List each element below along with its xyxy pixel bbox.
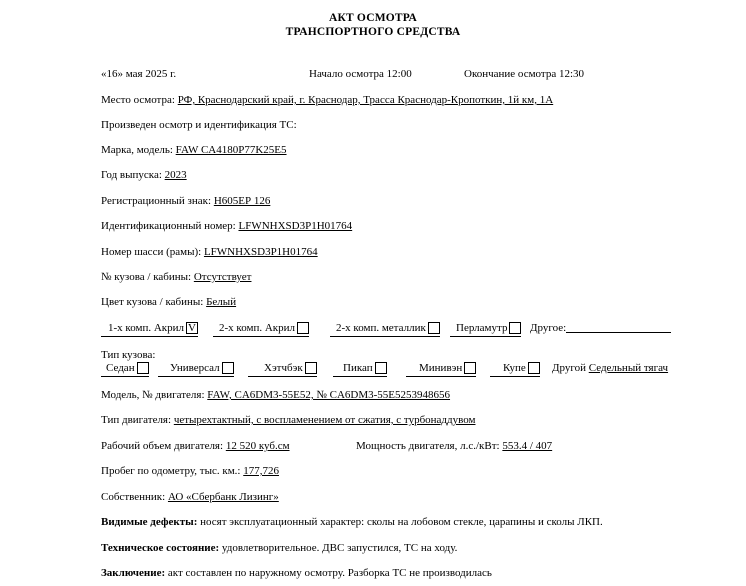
body-type-minivan[interactable]	[406, 361, 476, 377]
engine-volume-label: Рабочий объем двигателя:	[101, 440, 224, 452]
engine-volume-row	[101, 439, 290, 453]
body-type-hatchback[interactable]	[248, 361, 317, 377]
year-row	[101, 168, 187, 182]
engine-type-row	[101, 413, 476, 427]
engine-power-label: Мощность двигателя, л.с./кВт:	[356, 440, 500, 452]
body-type-option-label: Купе	[503, 362, 526, 374]
checkbox[interactable]	[222, 362, 234, 374]
body-type-option-label: Минивэн	[419, 362, 463, 374]
make-row	[101, 143, 287, 157]
paint-option-label: 2-х комп. металлик	[336, 322, 426, 334]
vin-value: LFWNHXSD3P1H01764	[238, 220, 353, 232]
vin-row	[101, 219, 352, 233]
engine-model-value: FAW, CA6DM3-55E52, № CA6DM3-55E5253948656	[207, 389, 451, 401]
color-label: Цвет кузова / кабины:	[101, 296, 204, 308]
checkbox[interactable]	[428, 322, 440, 334]
paint-other-label: Другое:	[530, 322, 567, 334]
paint-other-field[interactable]	[566, 321, 671, 333]
conclusion-label: Заключение:	[101, 567, 166, 579]
owner-label: Собственник:	[101, 491, 166, 503]
paint-option-label: 2-х комп. Акрил	[219, 322, 296, 334]
year-label: Год выпуска:	[101, 169, 162, 181]
year-value: 2023	[164, 169, 187, 181]
doc-title-line2: ТРАНСПОРТНОГО СРЕДСТВА	[285, 26, 461, 38]
body-type-option-label: Седан	[106, 362, 135, 374]
make-value: FAW CA4180P77K25E5	[175, 144, 287, 156]
condition-label: Техническое состояние:	[101, 542, 220, 554]
paint-option-2k-metallic[interactable]	[330, 321, 440, 337]
paint-option-label: 1-х комп. Акрил	[108, 322, 185, 334]
paint-other	[530, 321, 671, 335]
owner-value: АО «Сбербанк Лизинг»	[167, 491, 279, 503]
defects-row	[101, 515, 603, 529]
body-type-wagon[interactable]	[158, 361, 234, 377]
body-type-option-label: Хэтчбэк	[264, 362, 303, 374]
owner-row	[101, 490, 279, 504]
defects-label: Видимые дефекты:	[101, 516, 198, 528]
body-type-coupe[interactable]	[490, 361, 540, 377]
engine-type-label: Тип двигателя:	[101, 414, 172, 426]
inspection-date: «16» мая 2025 г.	[101, 68, 177, 80]
engine-volume-value: 12 520 куб.см	[225, 440, 290, 452]
inspection-end: Окончание осмотра 12:30	[464, 68, 585, 80]
plate-row	[101, 194, 270, 208]
condition-row	[101, 541, 457, 555]
color-value: Белый	[206, 296, 237, 308]
conclusion-row	[101, 566, 492, 580]
body-type-label: Тип кузова:	[101, 349, 156, 361]
body-type-option-label: Пикап	[343, 362, 373, 374]
place-row	[101, 93, 553, 107]
engine-model-label: Модель, № двигателя:	[101, 389, 205, 401]
body-type-option-label: Универсал	[170, 362, 220, 374]
body-type-other	[552, 361, 668, 375]
body-number-row	[101, 270, 251, 284]
mileage-row	[101, 464, 279, 478]
engine-type-value: четырехтактный, с воспламенением от сжатия, с турбонаддувом	[173, 414, 476, 426]
place-value: РФ, Краснодарский край, г. Краснодар, Трасса Краснодар-Кропоткин, 1й км, 1А	[177, 94, 554, 106]
make-label: Марка, модель:	[101, 144, 173, 156]
mileage-value: 177,726	[243, 465, 279, 477]
place-label: Место осмотра:	[101, 94, 175, 106]
defects-value: носят эксплуатационный характер: сколы на лобовом стекле, царапины и сколы ЛКП.	[200, 516, 603, 528]
checkbox[interactable]	[297, 322, 309, 334]
engine-power-row	[356, 439, 552, 453]
body-type-pickup[interactable]	[333, 361, 387, 377]
paint-option-label: Перламутр	[456, 322, 508, 334]
body-type-other-value: Седельный тягач	[588, 362, 669, 374]
paint-option-pearl[interactable]	[450, 321, 521, 337]
checkbox[interactable]	[528, 362, 540, 374]
vin-label: Идентификационный номер:	[101, 220, 236, 232]
plate-value: Н605ЕР 126	[213, 195, 271, 207]
body-number-label: № кузова / кабины:	[101, 271, 192, 283]
chassis-label: Номер шасси (рамы):	[101, 246, 202, 258]
doc-title-line1: АКТ ОСМОТРА	[328, 12, 418, 24]
body-type-other-label: Другой	[552, 362, 586, 374]
checkbox[interactable]	[305, 362, 317, 374]
checkbox[interactable]	[464, 362, 476, 374]
engine-model-row	[101, 388, 450, 402]
conclusion-value: акт составлен по наружному осмотру. Разборка ТС не производилась	[167, 567, 492, 579]
mileage-label: Пробег по одометру, тыс. км.:	[101, 465, 241, 477]
paint-option-1k-acrylic[interactable]	[101, 321, 198, 337]
checkbox[interactable]	[137, 362, 149, 374]
intro-text: Произведен осмотр и идентификация ТС:	[101, 119, 297, 131]
body-number-value: Отсутствует	[193, 271, 252, 283]
chassis-row	[101, 245, 318, 259]
checkbox[interactable]	[375, 362, 387, 374]
checkbox[interactable]	[509, 322, 521, 334]
chassis-value: LFWNHXSD3P1H01764	[203, 246, 318, 258]
engine-power-value: 553.4 / 407	[502, 440, 553, 452]
plate-label: Регистрационный знак:	[101, 195, 212, 207]
inspection-start: Начало осмотра 12:00	[309, 68, 412, 80]
condition-value: удовлетворительное. ДВС запустился, ТС на ходу.	[221, 542, 458, 554]
paint-option-2k-acrylic[interactable]	[213, 321, 309, 337]
checkbox-checked[interactable]	[186, 322, 198, 334]
color-row	[101, 295, 236, 309]
body-type-sedan[interactable]	[101, 361, 149, 377]
